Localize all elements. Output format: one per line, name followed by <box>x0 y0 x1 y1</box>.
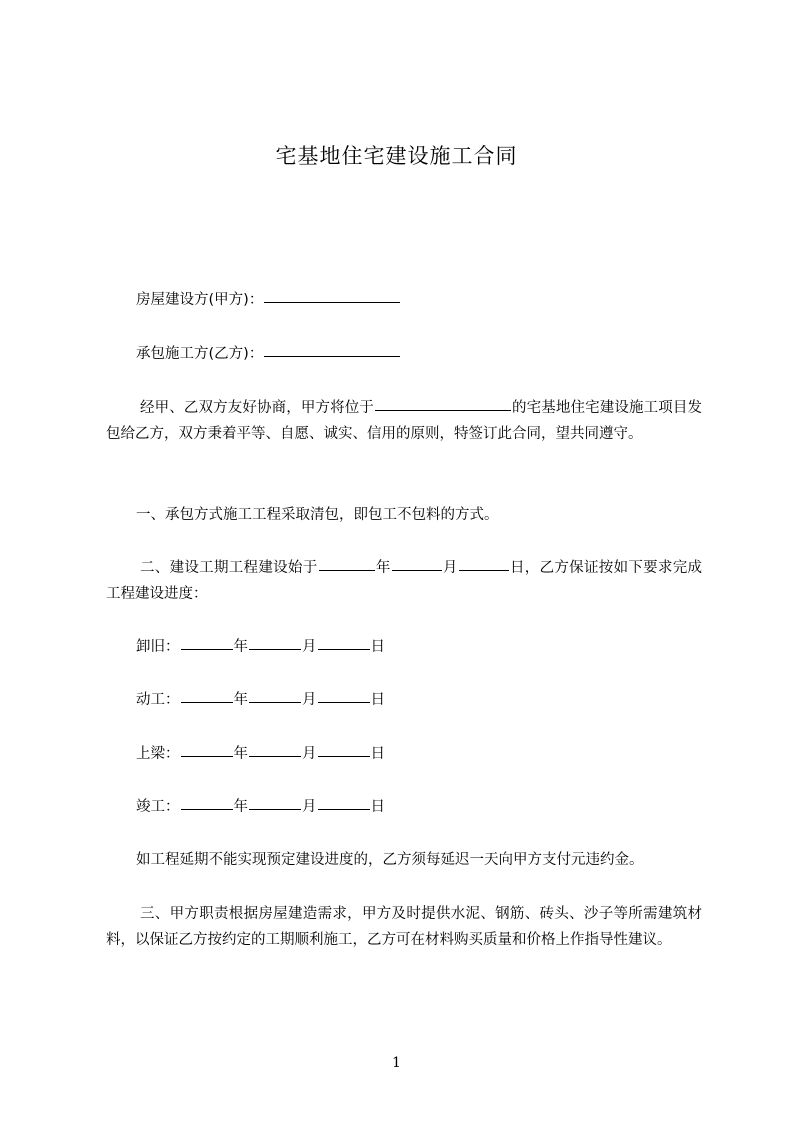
start-month-blank <box>392 569 442 571</box>
milestone-label: 竣工： <box>136 799 180 815</box>
clause-2-month: 月 <box>442 560 458 576</box>
party-a-blank <box>264 301 400 303</box>
milestone-day: 日 <box>370 692 385 708</box>
milestone-day: 日 <box>370 799 385 815</box>
milestone-label: 动工： <box>136 692 180 708</box>
milestone-year-blank <box>181 808 233 810</box>
milestone-month-blank <box>249 755 301 757</box>
start-day-blank <box>459 569 509 571</box>
milestone-month-blank <box>249 808 301 810</box>
clause-2-part1: 二、建设工期工程建设始于 <box>140 560 318 576</box>
milestone-day-blank <box>318 808 370 810</box>
intro-paragraph <box>106 395 702 447</box>
page-number: 1 <box>392 1055 401 1071</box>
milestone-year: 年 <box>233 746 248 762</box>
milestone-day-blank <box>318 755 370 757</box>
milestone-month: 月 <box>302 692 317 708</box>
intro-part2: 的宅基地住宅建设施工项目发包给乙方，双方秉着平等、自愿、诚实、信用的原则，特签订此合同，望共同遵守。 <box>106 400 703 442</box>
milestone-year: 年 <box>233 799 248 815</box>
milestone-month: 月 <box>302 799 317 815</box>
clause-1: 一、承包方式施工工程采取清包，即包工不包料的方式。 <box>136 507 499 523</box>
delay-clause: 如工程延期不能实现预定建设进度的，乙方须每延迟一天向甲方支付元违约金。 <box>136 852 644 868</box>
location-blank <box>375 409 511 411</box>
milestone-row <box>136 741 385 767</box>
clause-2-day: 日，乙方保证按如下要求完成工程建设进度： <box>106 560 703 602</box>
intro-part1: 经甲、乙双方友好协商，甲方将位于 <box>140 400 374 416</box>
milestone-year-blank <box>181 648 233 650</box>
milestone-label: 卸旧： <box>136 639 180 655</box>
milestone-year: 年 <box>233 692 248 708</box>
party-b-label: 承包施工方(乙方)： <box>136 346 264 362</box>
clause-3-paragraph: 三、甲方职责根据房屋建造需求，甲方及时提供水泥、钢筋、砖头、沙子等所需建筑材料，以保证乙方按约定的工期顺利施工，乙方可在材料购买质量和价格上作指导性建议。 <box>106 906 702 948</box>
document-title: 宅基地住宅建设施工合同 <box>275 144 518 168</box>
party-b-blank <box>264 355 400 357</box>
milestone-label: 上梁： <box>136 746 180 762</box>
milestone-year-blank <box>181 755 233 757</box>
milestone-row <box>136 687 385 713</box>
party-b-line <box>136 341 401 367</box>
milestone-month-blank <box>249 701 301 703</box>
party-a-line <box>136 287 401 313</box>
clause-2-year: 年 <box>375 560 391 576</box>
milestone-month-blank <box>249 648 301 650</box>
party-a-label: 房屋建设方(甲方)： <box>136 292 264 308</box>
milestone-year: 年 <box>233 639 248 655</box>
clause-2-paragraph <box>106 555 702 607</box>
milestone-day-blank <box>318 648 370 650</box>
milestone-day: 日 <box>370 746 385 762</box>
milestone-month: 月 <box>302 639 317 655</box>
start-year-blank <box>319 569 375 571</box>
milestone-day-blank <box>318 701 370 703</box>
milestone-year-blank <box>181 701 233 703</box>
milestone-row <box>136 634 385 660</box>
milestone-day: 日 <box>370 639 385 655</box>
milestone-row <box>136 794 385 820</box>
milestone-month: 月 <box>302 746 317 762</box>
